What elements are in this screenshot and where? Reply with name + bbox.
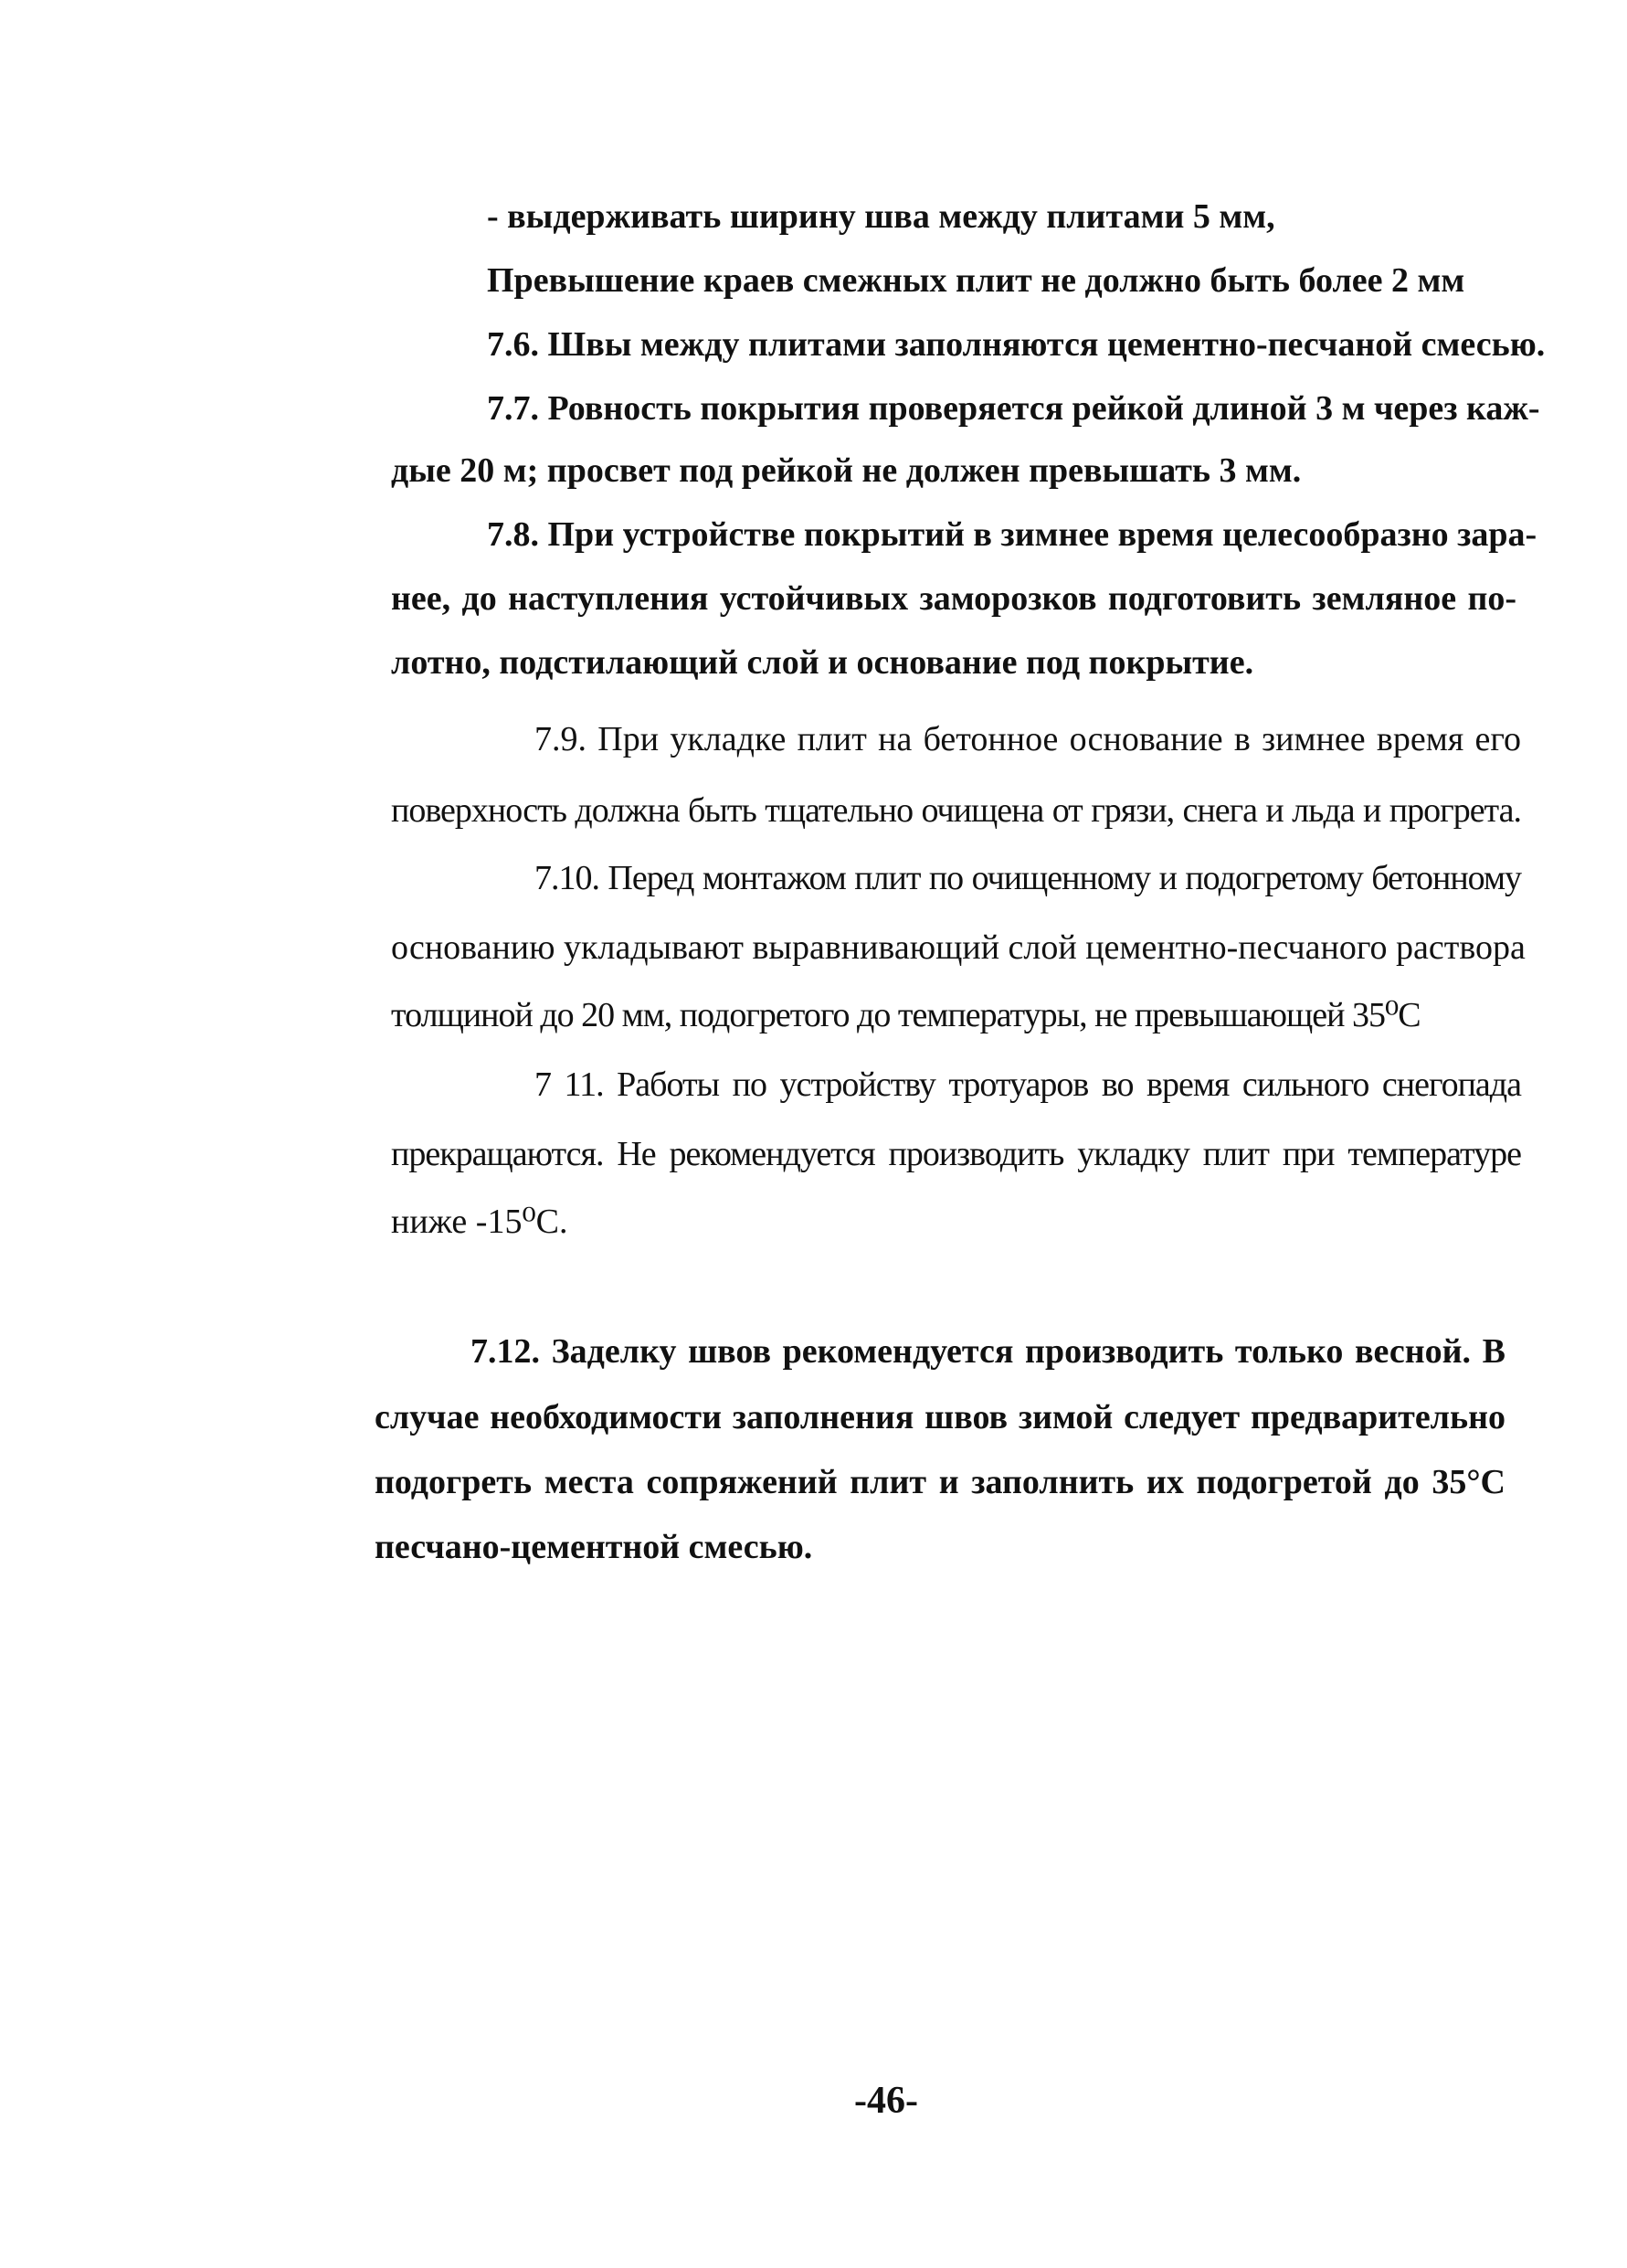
- page-number: -46-: [854, 2080, 918, 2122]
- text-line: дые 20 м; просвет под рейкой не должен превышать 3 мм.: [391, 451, 1302, 490]
- text-line: Превышение краев смежных плит не должно быть более 2 мм: [487, 261, 1465, 300]
- text-line: 7.7. Ровность покрытия проверяется рейкой длиной 3 м через каж-: [487, 389, 1540, 428]
- text-line: 7 11. Работы по устройству тротуаров во время сильного снегопада: [534, 1065, 1521, 1104]
- text-line: ниже -15⁰С.: [391, 1203, 568, 1241]
- text-line: 7.6. Швы между плитами заполняются цементно-песчаной смесью.: [487, 325, 1546, 364]
- text-line: - выдерживать ширину шва между плитами 5 мм,: [487, 197, 1275, 236]
- text-line: песчано-цементной смесью.: [375, 1528, 813, 1566]
- text-line: подогреть места сопряжений плит и заполнить их подогретой до 35°С: [375, 1463, 1506, 1501]
- text-line: 7.8. При устройстве покрытий в зимнее время целесообразно зара-: [487, 515, 1537, 554]
- text-line: прекращаются. Не рекомендуется производить укладку плит при температуре: [391, 1135, 1521, 1173]
- text-line: случае необходимости заполнения швов зимой следует предварительно: [375, 1398, 1506, 1436]
- text-line: нее, до наступления устойчивых заморозков подготовить земляное по-: [391, 579, 1516, 618]
- text-line: 7.12. Заделку швов рекомендуется производить только весной. В: [470, 1332, 1506, 1371]
- text-line: лотно, подстилающий слой и основание под покрытие.: [391, 643, 1254, 682]
- text-line: поверхность должна быть тщательно очищена от грязи, снега и льда и прогрета.: [391, 791, 1521, 830]
- text-line: 7.10. Перед монтажом плит по очищенному и подогретому бетонному: [534, 859, 1521, 897]
- text-line: толщиной до 20 мм, подогретого до температуры, не превышающей 35⁰С: [391, 996, 1421, 1034]
- text-line: 7.9. При укладке плит на бетонное основание в зимнее время его: [534, 720, 1521, 758]
- text-line: основанию укладывают выравнивающий слой цементно-песчаного раствора: [391, 928, 1526, 967]
